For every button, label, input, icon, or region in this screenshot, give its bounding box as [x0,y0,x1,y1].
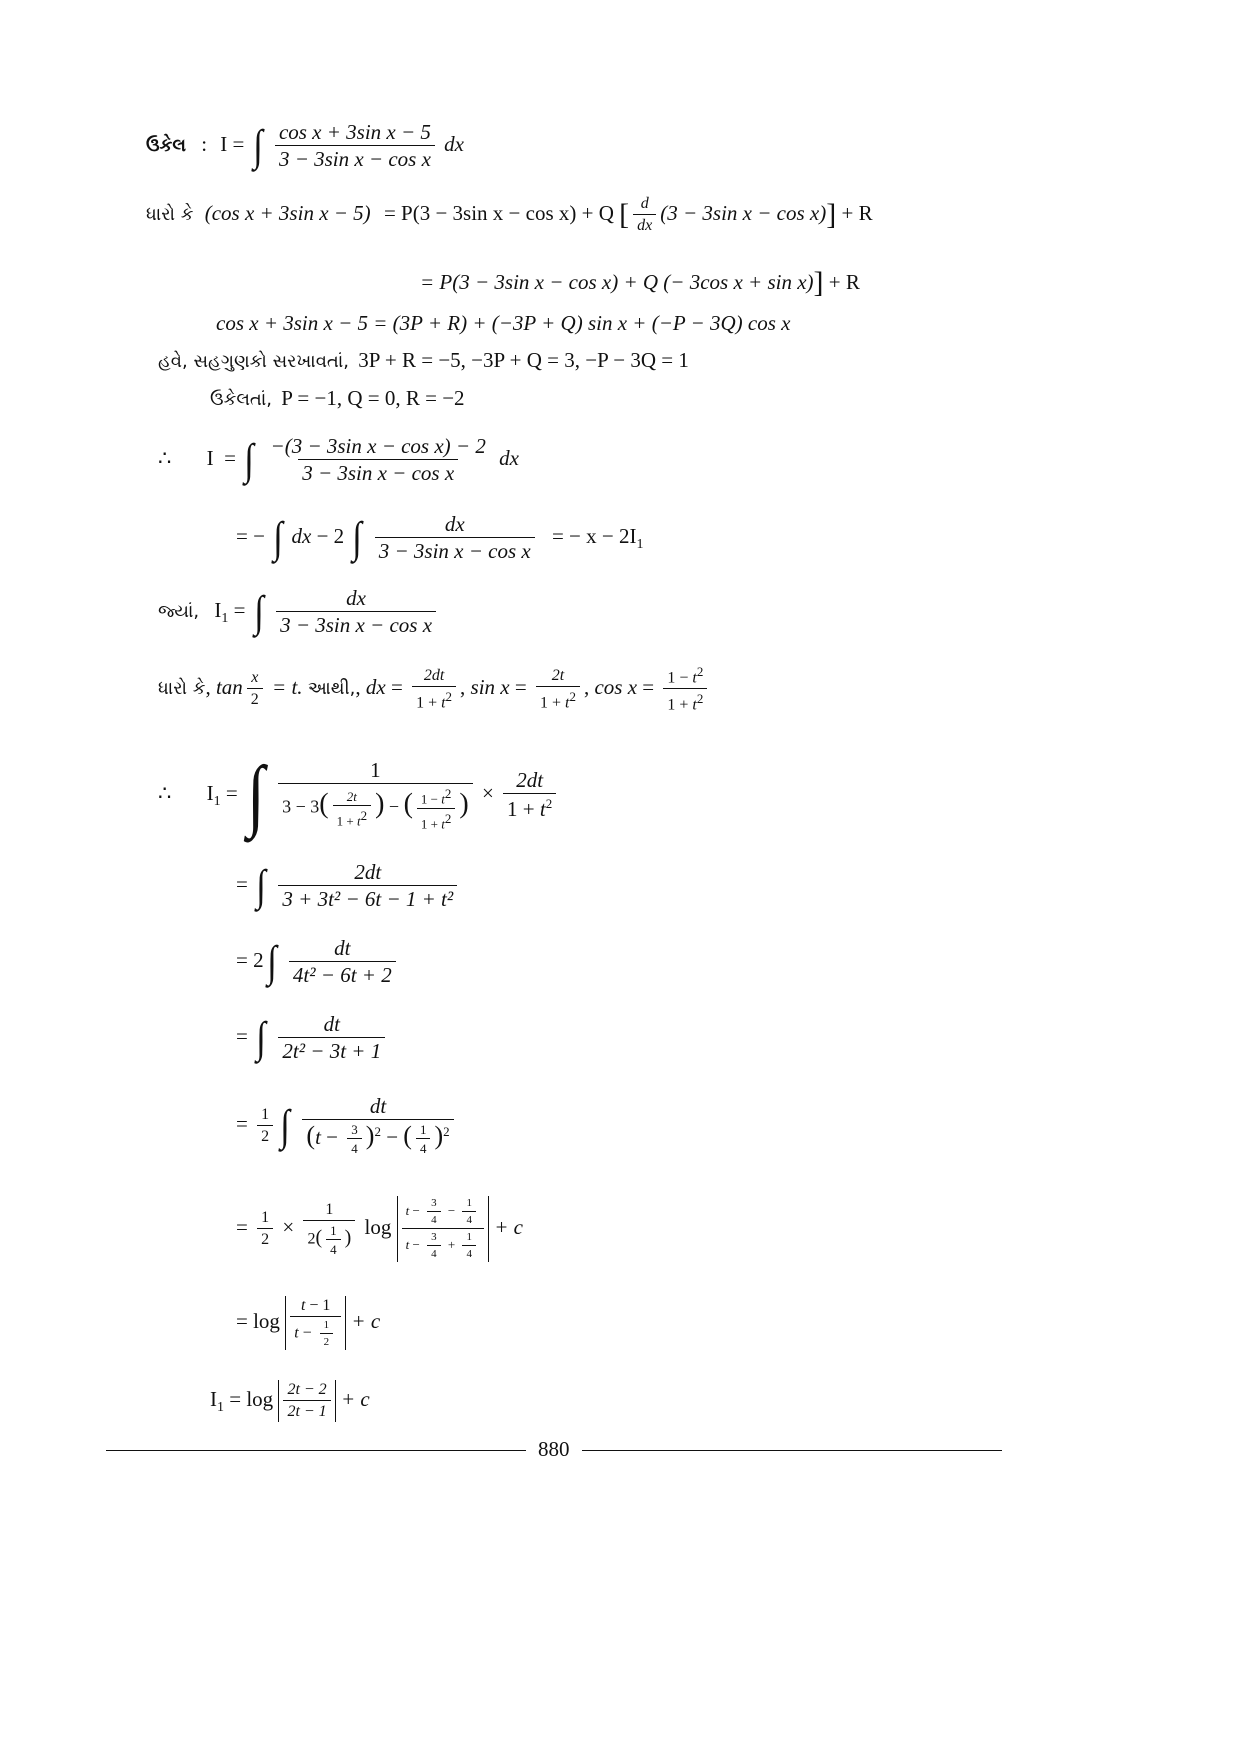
line-solving [210,388,465,409]
line-therefore-i: ∴ I = ∫ $\frac{\text{−(3 − 3sin x − cos x) − 2}}{\text{3 − 3sin x − cos x}}$ dx [158,434,519,485]
line-solution: ઉકેલ : I = ∫ $\frac{\text{cos x + 3sin x − 5}}{\text{3 − 3sin x − cos x}}$ dx [146,120,464,171]
fraction-l1: $\frac{\text{cos x + 3sin x − 5}}{\text{3 − 3sin x − cos x}}$ [275,122,435,170]
integral-sign: ∫ [273,513,284,562]
line-where: જ્યાં, $I_1$ = ∫ $\frac{dx}{\text{3 − 3sin x − cos x}}$ [158,588,440,636]
hence-label: આથી, [307,678,356,700]
substitution-eq: = t. [272,675,303,700]
therefore-symbol: ∴ [158,445,172,470]
page-number: 880 [538,1437,570,1461]
integral-sign: ∫ [247,751,265,839]
log-word: log [246,1386,274,1411]
integral-sign: ∫ [256,1013,266,1062]
therefore-symbol: ∴ [158,780,172,805]
line-step-16: = $\frac{1}{2}$ × 1 2( $\frac{1}{4}$ ) log t − $\frac{3}{4}$ − $\frac{1}{4}$ t − $\frac{3}{4}$ + $\frac{1}{4}$ + c [236,1197,523,1260]
expression-rhs-c: + R [841,200,873,225]
fraction-l12: $\frac{2dt}{\text{3 + 3t² − 6t − 1 + t²}}$ [278,862,457,910]
derivative-operator: $\frac{d}{dx}$ [633,196,656,234]
line-split: = − ∫ dx − 2 ∫ $\frac{dx}{\text{3 − 3sin x − cos x}}$ = − $x - 2I_1$ [236,512,644,563]
expanded-expression: = P(3 − 3sin x − cos x) + Q (− 3cos x + sin x) [420,270,814,294]
fraction-l15: dt (t − $\frac{3}{4}$ )$^2$ − ( $\frac{1}{4}$ )$^2$ [302,1096,453,1155]
line-step-13: = 2∫ $\frac{dt}{\text{4t² − 6t + 2}}$ [236,938,400,986]
line-final: $I_1 = \log$ $\frac{2t - 2}{2t - 1}$ + c [210,1381,370,1420]
fraction-l8: $\frac{dx}{\text{3 − 3sin x − cos x}}$ [375,514,535,562]
log-word: log [253,1308,280,1333]
coefficient-equations: 3P + R = −5, −3P + Q = 3, −P − 3Q = 1 [358,348,689,372]
fraction-l9: $\frac{dx}{\text{3 − 3sin x − cos x}}$ [276,588,436,636]
log-word: log [364,1214,392,1239]
line-identity [216,313,790,334]
constant-c: + c [351,1308,381,1333]
where-label: જ્યાં, [158,600,200,622]
line-step-14: = ∫ $\frac{dt}{\text{2t² − 3t + 1}}$ [236,1014,389,1062]
integral-sign: ∫ [266,937,277,986]
integral-sign: ∫ [252,121,263,170]
expanded-tail: + R [828,270,860,294]
fraction-l7: $\frac{\text{−(3 − 3sin x − cos x) − 2}}{\text{3 − 3sin x − cos x}}$ [270,434,486,485]
line-step-17: = log t − 1 t − $\frac{1}{2}$ + c [236,1297,381,1348]
comparing-label: હવે, સહગુણકો સરખાવતાં, [158,351,349,372]
line-i1-substituted: ∴ $I_1$ = ∫ 1 3 − 3( $\frac{2t}{1 + t^2}$ ) − ( $\frac{1 - t^2}{1 + t^2}$ ) × $\frac{2dt}{1 + t^2}$ [158,755,560,835]
line-let-identity: ધારો કે (cos x + 3sin x − 5) = P(3 − 3sin x − cos x) + Q [ $\frac{d}{dx}$ (3 − 3sin x − cos x)] + R [146,195,873,234]
split-result: = − x − 2I [551,523,637,548]
fraction-l14: $\frac{dt}{\text{2t² − 3t + 1}}$ [278,1014,385,1062]
let-label: ધારો કે [146,203,194,225]
line-substitution: ધારો કે, tan $\frac{x}{2}$ = t. આથી,, dx = $\frac{2dt}{1 + t^2}$ , sin x = $\frac{2t}{1 + t^2}$ , cos x = $\frac{1 - t^2}{1 + t^2}$ [158,665,711,714]
solution-label: ઉકેલ [146,134,186,156]
identity-expression: cos x + 3sin x − 5 = (3P + R) + (−3P + Q) sin x + (−P − 3Q) cos x [216,311,791,335]
line-step-12: = ∫ $\frac{2dt}{\text{3 + 3t² − 6t − 1 + t²}}$ [236,862,461,910]
integral-sign: ∫ [280,1100,290,1150]
line-expanded: = P(3 − 3sin x − cos x) + Q (− 3cos x + sin x)] + R [420,266,860,299]
line-step-15: = $\frac{1}{2}$ ∫ dt (t − $\frac{3}{4}$ )$^2$ − ( $\frac{1}{4}$ )$^2$ [236,1096,458,1155]
solving-label: ઉકેલતાં, [210,389,272,410]
integral-sign: ∫ [352,513,363,562]
constant-c: + c [340,1386,370,1411]
expression-rhs-b: (3 − 3sin x − cos x) [660,200,827,225]
expression-lhs: (cos x + 3sin x − 5) [204,200,371,225]
integral-sign: ∫ [253,587,264,636]
line-compare [158,350,689,371]
integral-sign: ∫ [256,861,266,910]
let-label-2: ધારો કે [158,678,206,700]
integral-sign: ∫ [244,435,255,484]
fraction-l13: $\frac{dt}{\text{4t² − 6t + 2}}$ [289,938,396,986]
expression-rhs-a: = P(3 − 3sin x − cos x) + Q [383,200,614,225]
footer-rule-left [106,1450,526,1451]
footer-rule-right [582,1450,1002,1451]
constant-c: + c [494,1214,523,1239]
fraction-l11: 1 3 − 3( $\frac{2t}{1 + t^2}$ ) − ( $\frac{1 - t^2}{1 + t^2}$ ) [278,760,473,830]
solution-values: P = −1, Q = 0, R = −2 [281,386,465,410]
